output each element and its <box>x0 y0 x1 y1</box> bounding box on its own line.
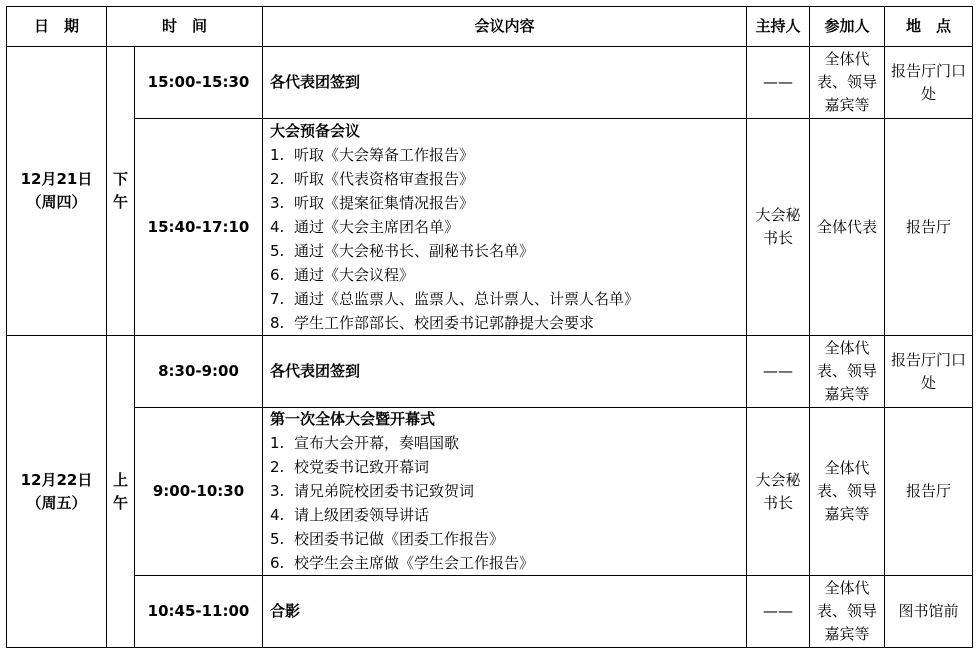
location-cell: 报告厅门口处 <box>885 47 973 119</box>
day2-half-day-char: 上 <box>112 470 128 489</box>
time-cell: 10:45-11:00 <box>135 576 263 648</box>
table-row <box>7 336 973 408</box>
header-participants: 参加人 <box>810 7 885 47</box>
table-row <box>7 47 973 119</box>
list-item: 4. 请上级团委领导讲话 <box>270 506 430 524</box>
content-cell: 合影 <box>263 576 747 648</box>
time-cell: 8:30-9:00 <box>135 336 263 408</box>
time-cell: 15:40-17:10 <box>135 119 263 336</box>
list-item: 6. 校学生会主席做《学生会工作报告》 <box>270 554 535 572</box>
day1-date: 12月21日 <box>20 170 93 188</box>
host-cell: —— <box>747 47 810 119</box>
participants-cell: 全体代表、领导嘉宾等 <box>810 408 885 576</box>
schedule-page <box>6 6 973 648</box>
time-cell: 15:00-15:30 <box>135 47 263 119</box>
content-cell: 各代表团签到 <box>263 47 747 119</box>
host-cell: 大会秘书长 <box>747 408 810 576</box>
agenda-list <box>270 431 746 575</box>
list-item: 3. 听取《提案征集情况报告》 <box>270 193 475 212</box>
participants-cell: 全体代表、领导嘉宾等 <box>810 576 885 648</box>
time-cell: 9:00-10:30 <box>135 408 263 576</box>
header-content: 会议内容 <box>263 7 747 47</box>
day2-half-day-char: 午 <box>112 493 128 512</box>
list-item: 3. 请兄弟院校团委书记致贺词 <box>270 482 475 500</box>
location-cell: 图书馆前 <box>885 576 973 648</box>
list-item: 6. 通过《大会议程》 <box>270 265 415 284</box>
day1-half-day-char: 下 <box>112 170 128 188</box>
table-row <box>7 408 973 576</box>
meeting-schedule-table <box>6 6 973 648</box>
agenda-title: 大会预备会议 <box>270 121 361 140</box>
header-time: 时 间 <box>107 7 263 47</box>
list-item: 8. 学生工作部部长、校团委书记郭静提大会要求 <box>270 313 595 332</box>
list-item: 1. 听取《大会筹备工作报告》 <box>270 145 475 164</box>
list-item: 5. 校团委书记做《团委工作报告》 <box>270 530 505 548</box>
list-item: 1. 宣布大会开幕，奏唱国歌 <box>270 434 460 452</box>
content-cell <box>263 408 747 576</box>
header-location: 地 点 <box>885 7 973 47</box>
list-item: 2. 校党委书记致开幕词 <box>270 458 430 476</box>
list-item: 5. 通过《大会秘书长、副秘书长名单》 <box>270 241 535 260</box>
location-cell: 报告厅门口处 <box>885 336 973 408</box>
table-row <box>7 119 973 336</box>
content-cell <box>263 119 747 336</box>
participants-cell: 全体代表、领导嘉宾等 <box>810 336 885 408</box>
day2-weekday: （周五） <box>26 493 87 512</box>
header-host: 主持人 <box>747 7 810 47</box>
day1-weekday: （周四） <box>26 193 87 211</box>
participants-cell: 全体代表 <box>810 119 885 336</box>
day2-date: 12月22日 <box>20 470 93 489</box>
list-item: 7. 通过《总监票人、监票人、总计票人、计票人名单》 <box>270 289 640 308</box>
host-cell: 大会秘书长 <box>747 119 810 336</box>
day1-date-cell <box>7 47 107 336</box>
location-cell: 报告厅 <box>885 408 973 576</box>
agenda-list <box>270 143 746 335</box>
host-cell: —— <box>747 336 810 408</box>
day1-half-day-cell <box>107 47 135 336</box>
header-date: 日 期 <box>7 7 107 47</box>
day2-half-day-cell <box>107 336 135 648</box>
list-item: 2. 听取《代表资格审查报告》 <box>270 169 475 188</box>
location-cell: 报告厅 <box>885 119 973 336</box>
header-row <box>7 7 973 47</box>
table-row <box>7 576 973 648</box>
host-cell: —— <box>747 576 810 648</box>
day1-half-day-char: 午 <box>112 193 128 211</box>
day2-date-cell <box>7 336 107 648</box>
list-item: 4. 通过《大会主席团名单》 <box>270 217 460 236</box>
content-cell: 各代表团签到 <box>263 336 747 408</box>
participants-cell: 全体代表、领导嘉宾等 <box>810 47 885 119</box>
agenda-title: 第一次全体大会暨开幕式 <box>270 410 436 428</box>
